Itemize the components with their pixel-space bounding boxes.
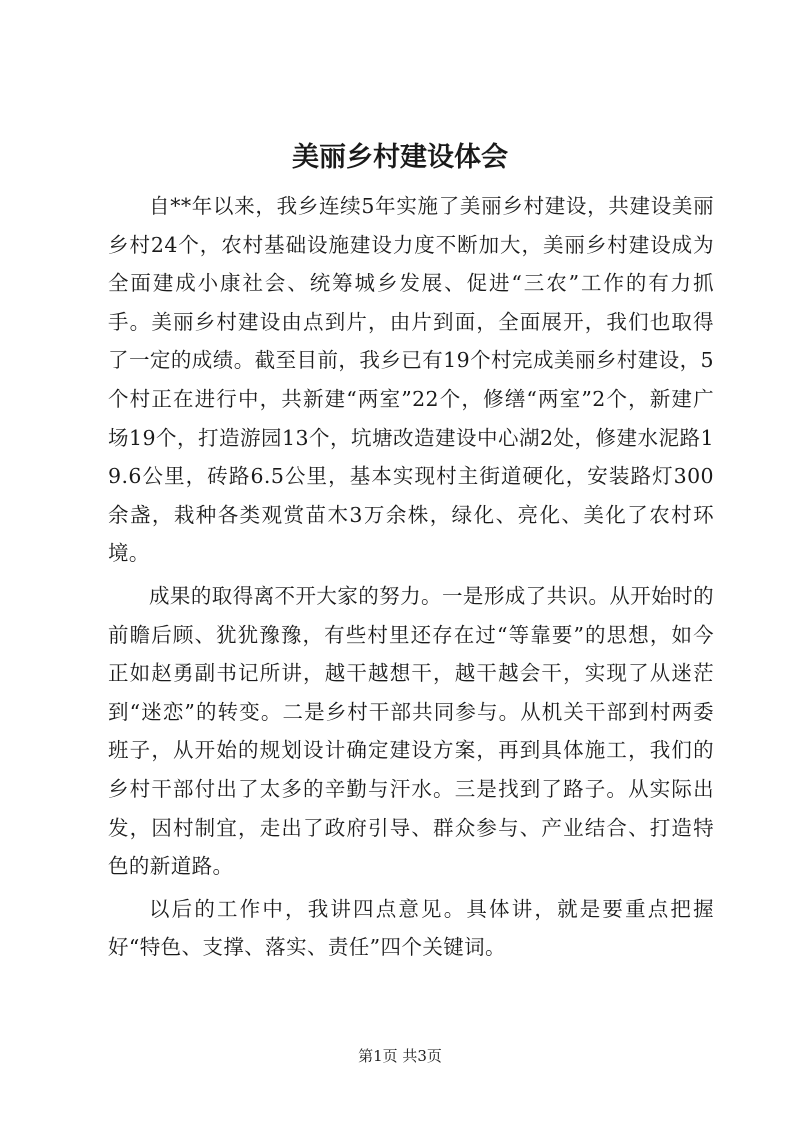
paragraph-1: 自**年以来，我乡连续5年实施了美丽乡村建设，共建设美丽乡村24个，农村基础设施建设力度不断加大，美丽乡村建设成为全面建成小康社会、统筹城乡发展、促进“三农”工作的有力抓手。美丽乡村建设由点到片，由片到面，全面展开，我们也取得了一定的成绩。截至目前，我乡已有19个村完成美丽乡村建设，5个村正在进行中，共新建“两室”22个，修缮“两室”2个，新建广场19个，打造游园13个，坑塘改造建设中心湖2处，修建水泥路19.6公里，砖路6.5公里，基本实现村主街道硬化，安装路灯300余盏，栽种各类观赏苗木3万余株，绿化、亮化、美化了农村环境。: [108, 194, 714, 566]
page-number-indicator: 第1页 共3页: [358, 1047, 442, 1065]
paragraph-3: 以后的工作中，我讲四点意见。具体讲，就是要重点把握好“特色、支撑、落实、责任”四个关键词。: [108, 896, 714, 960]
page-footer: [0, 1046, 800, 1066]
document-body: [108, 187, 714, 971]
paragraph-2: 成果的取得离不开大家的努力。一是形成了共识。从开始时的前瞻后顾、犹犹豫豫，有些村里还存在过“等靠要”的思想，如今正如赵勇副书记所讲，越干越想干，越干越会干，实现了从迷茫到“迷恋”的转变。二是乡村干部共同参与。从机关干部到村两委班子，从开始的规划设计确定建设方案，再到具体施工，我们的乡村干部付出了太多的辛勤与汗水。三是找到了路子。从实际出发，因村制宜，走出了政府引导、群众参与、产业结合、打造特色的新道路。: [108, 583, 714, 879]
document-title: 美丽乡村建设体会: [292, 142, 508, 173]
